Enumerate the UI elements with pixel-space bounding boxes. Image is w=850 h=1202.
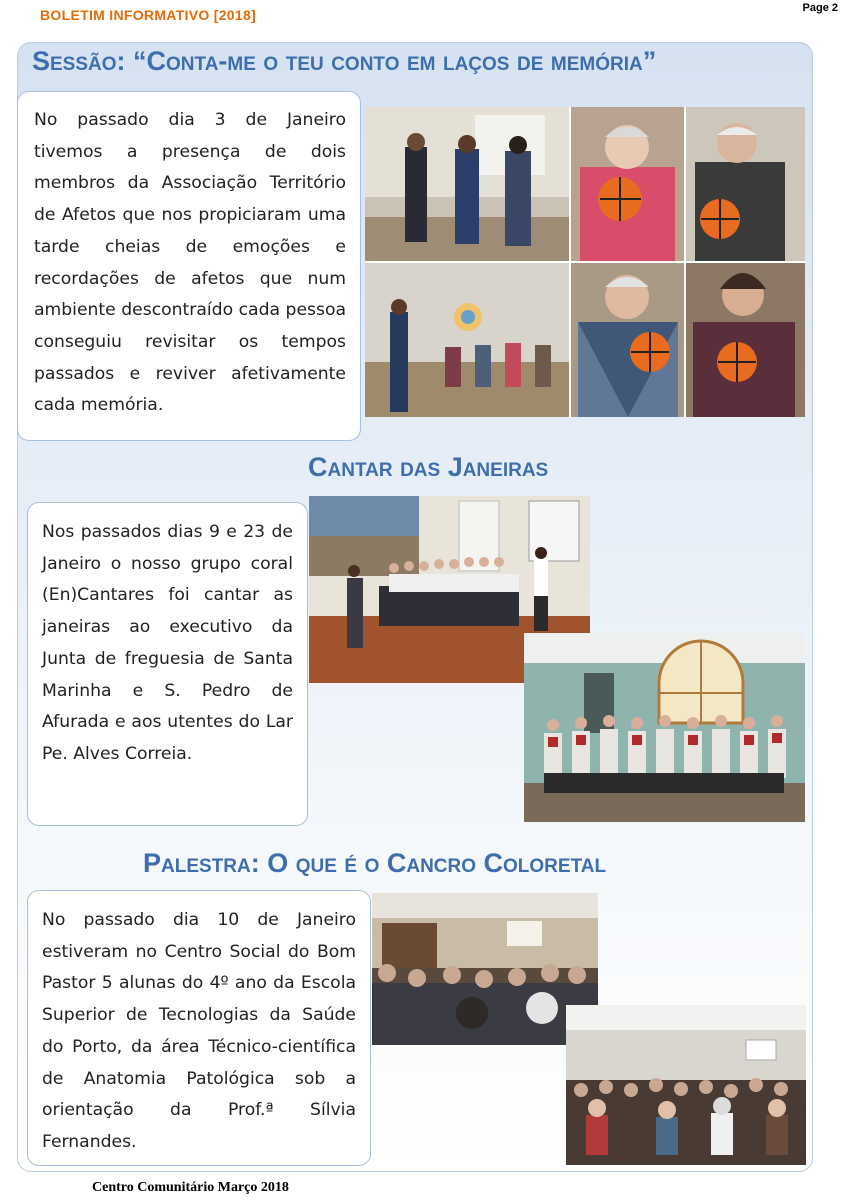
section-text-sessao: No passado dia 3 de Janeiro tivemos a presença de dois membros da Associação Território de Afetos que nos propiciaram uma tarde cheias de emoções e recordações de afetos que num ambiente descontraído cada pessoa conseguiu revisitar os tempos passados e reviver afetivamente cada memória. [17,91,361,441]
section-text-palestra: No passado dia 10 de Janeiro estiveram no Centro Social do Bom Pastor 5 alunas do 4º ano da Escola Superior de Tecnologias da Saúde do Porto, da área Técnico-científica de Anatomia Patológica sob a orientação da Prof.ª Sílvia Fernandes. [27,890,371,1166]
section-title-sessao: Sessão: “Conta-me o teu conto em laços de memória” [32,46,657,76]
section-text-janeiras: Nos passados dias 9 e 23 de Janeiro o nosso grupo coral (En)Cantares foi cantar as janeiras ao executivo da Junta de freguesia de Santa Marinha e S. Pedro de Afurada e aos utentes do Lar Pe. Alves Correia. [27,502,308,826]
newsletter-header: BOLETIM INFORMATIVO [2018] [40,7,256,23]
section-title-janeiras: Cantar das Janeiras [308,452,549,482]
photo-palestra-audience [372,893,598,1045]
photo-janeiras-hall [524,633,805,822]
footer-text: Centro Comunitário Março 2018 [92,1180,289,1195]
page-number: Page 2 [802,2,838,14]
section-title-palestra: Palestra: O que é o Cancro Coloretal [143,848,607,878]
photo-collage-sessao [365,107,805,417]
photo-palestra-room [566,1005,806,1165]
